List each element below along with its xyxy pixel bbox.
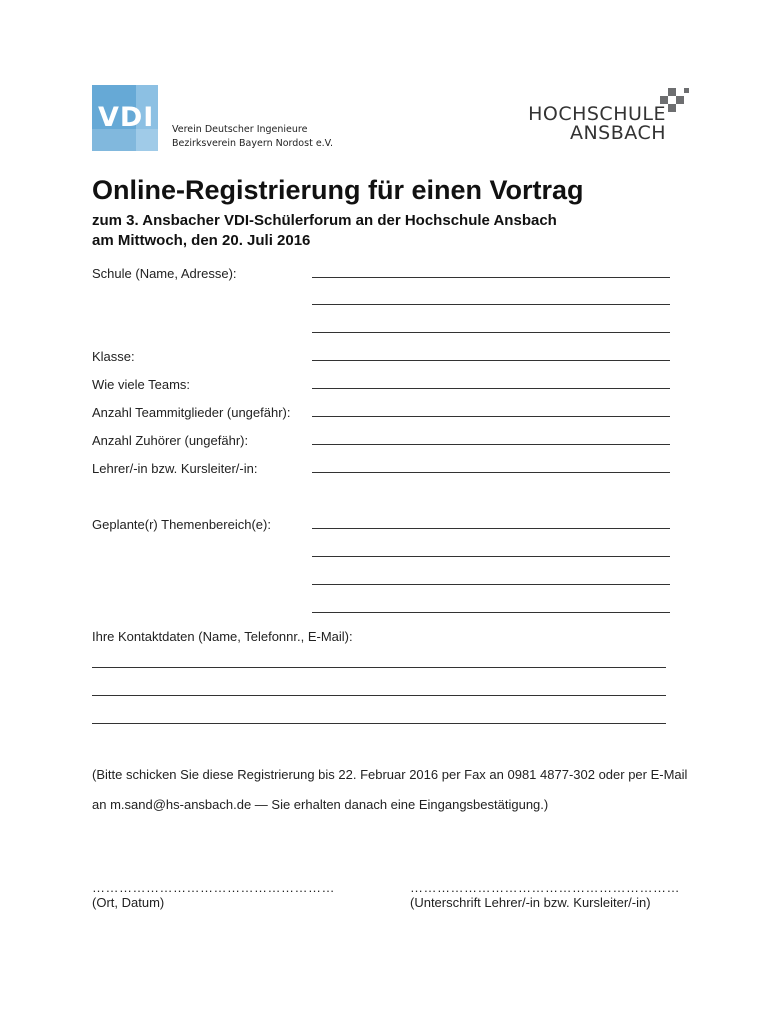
field-line-teams[interactable]: [312, 388, 670, 389]
page-title: Online-Registrierung für einen Vortrag: [92, 175, 584, 205]
field-line-themen-3[interactable]: [312, 584, 670, 585]
field-label-zuhoerer: Anzahl Zuhörer (ungefähr):: [92, 433, 249, 448]
field-label-schule: Schule (Name, Adresse):: [92, 266, 237, 281]
signature-dots-date: ………………………………………………: [92, 880, 335, 895]
field-line-themen-2[interactable]: [312, 556, 670, 557]
field-line-zuhoerer[interactable]: [312, 444, 670, 445]
subtitle-line-2: am Mittwoch, den 20. Juli 2016: [92, 232, 311, 249]
field-label-kontakt: Ihre Kontaktdaten (Name, Telefonnr., E-Mail):: [92, 629, 353, 644]
field-line-schule-1[interactable]: [312, 277, 670, 278]
vdi-logo: [92, 85, 158, 151]
field-line-themen-1[interactable]: [312, 528, 670, 529]
vdi-name-line-1: Verein Deutscher Ingenieure: [172, 124, 308, 135]
field-line-kontakt-2[interactable]: [92, 695, 666, 696]
field-line-kontakt-3[interactable]: [92, 723, 666, 724]
field-line-themen-4[interactable]: [312, 612, 670, 613]
subtitle-line-1: zum 3. Ansbacher VDI-Schülerforum an der Hochschule Ansbach: [92, 212, 557, 229]
field-label-lehrer: Lehrer/-in bzw. Kursleiter/-in:: [92, 461, 258, 476]
signature-dots-teacher: ……………………………………………………: [410, 880, 680, 895]
field-line-klasse[interactable]: [312, 360, 670, 361]
hochschule-logo-line-1: HOCHSCHULE: [528, 103, 666, 125]
field-label-themen: Geplante(r) Themenbereich(e):: [92, 517, 271, 532]
field-label-teams: Wie viele Teams:: [92, 377, 191, 392]
vdi-logo-mark: VDI: [98, 102, 155, 133]
field-line-kontakt-1[interactable]: [92, 667, 666, 668]
field-label-teammitglieder: Anzahl Teammitglieder (ungefähr):: [92, 405, 291, 420]
field-line-schule-2[interactable]: [312, 304, 670, 305]
field-label-klasse: Klasse:: [92, 349, 135, 364]
note-line-2: an m.sand@hs-ansbach.de — Sie erhalten danach eine Eingangsbestätigung.): [92, 797, 549, 812]
field-line-teammitglieder[interactable]: [312, 416, 670, 417]
vdi-name-line-2: Bezirksverein Bayern Nordost e.V.: [172, 138, 333, 149]
signature-label-date: (Ort, Datum): [92, 895, 165, 910]
hochschule-logo-line-2: ANSBACH: [569, 122, 666, 144]
field-line-lehrer[interactable]: [312, 472, 670, 473]
field-line-schule-3[interactable]: [312, 332, 670, 333]
note-line-1: (Bitte schicken Sie diese Registrierung bis 22. Februar 2016 per Fax an 0981 4877-302 oder per E-Mail: [92, 767, 688, 782]
signature-label-teacher: (Unterschrift Lehrer/-in bzw. Kursleiter/-in): [410, 895, 651, 910]
